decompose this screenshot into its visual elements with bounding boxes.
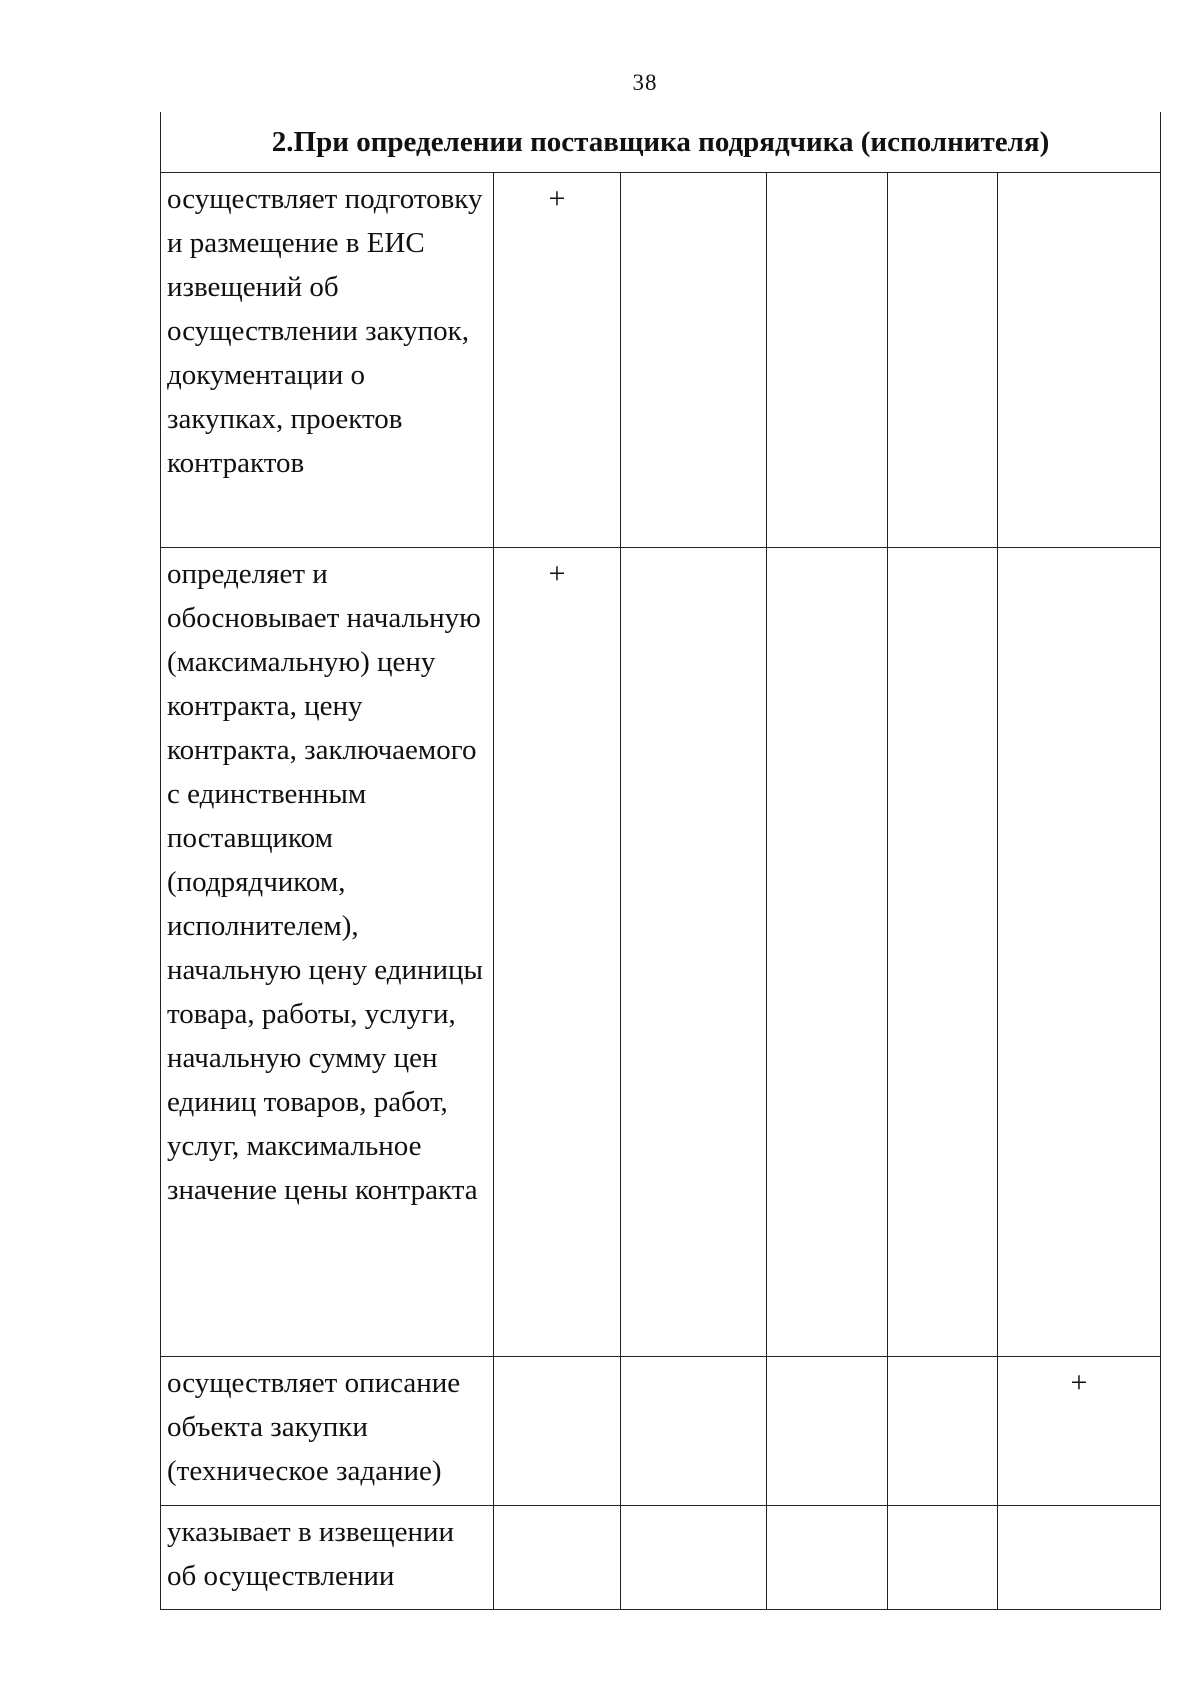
mark-cell: + (998, 1357, 1161, 1506)
mark-cell (494, 1357, 621, 1506)
mark-cell: + (494, 548, 621, 1357)
function-cell: осуществляет описание объекта закупки (техническое задание) (161, 1357, 494, 1506)
mark-cell (621, 548, 767, 1357)
table-row (161, 1357, 1161, 1506)
function-cell: определяет и обосновывает начальную (максимальную) цену контракта, цену контракта, заключаемого с единственным поставщиком (подрядчиком, исполнителем), начальную цену единицы товара, работы, услуги, начальную сумму цен единиц товаров, работ, услуг, максимальное значение цены контракта (161, 548, 494, 1357)
table-row (161, 1506, 1161, 1610)
mark-cell (888, 548, 998, 1357)
table-row (161, 548, 1161, 1357)
page-number: 38 (632, 70, 658, 95)
responsibility-table (160, 112, 1161, 1610)
section-title: 2.При определении поставщика подрядчика (исполнителя) (161, 112, 1161, 173)
mark-cell (767, 548, 888, 1357)
function-cell: осуществляет подготовку и размещение в ЕИС извещений об осуществлении закупок, документации о закупках, проектов контрактов (161, 173, 494, 548)
function-cell: указывает в извещении об осуществлении (161, 1506, 494, 1610)
mark-cell (767, 1357, 888, 1506)
mark-cell (998, 173, 1161, 548)
section-header-row (161, 112, 1161, 173)
mark-cell (998, 1506, 1161, 1610)
mark-cell (494, 1506, 621, 1610)
mark-cell (767, 1506, 888, 1610)
mark-cell (621, 1506, 767, 1610)
mark-cell (767, 173, 888, 548)
mark-cell (998, 548, 1161, 1357)
mark-cell (621, 1357, 767, 1506)
mark-cell (888, 173, 998, 548)
table-row (161, 173, 1161, 548)
mark-cell (888, 1357, 998, 1506)
mark-cell (888, 1506, 998, 1610)
mark-cell (621, 173, 767, 548)
mark-cell: + (494, 173, 621, 548)
